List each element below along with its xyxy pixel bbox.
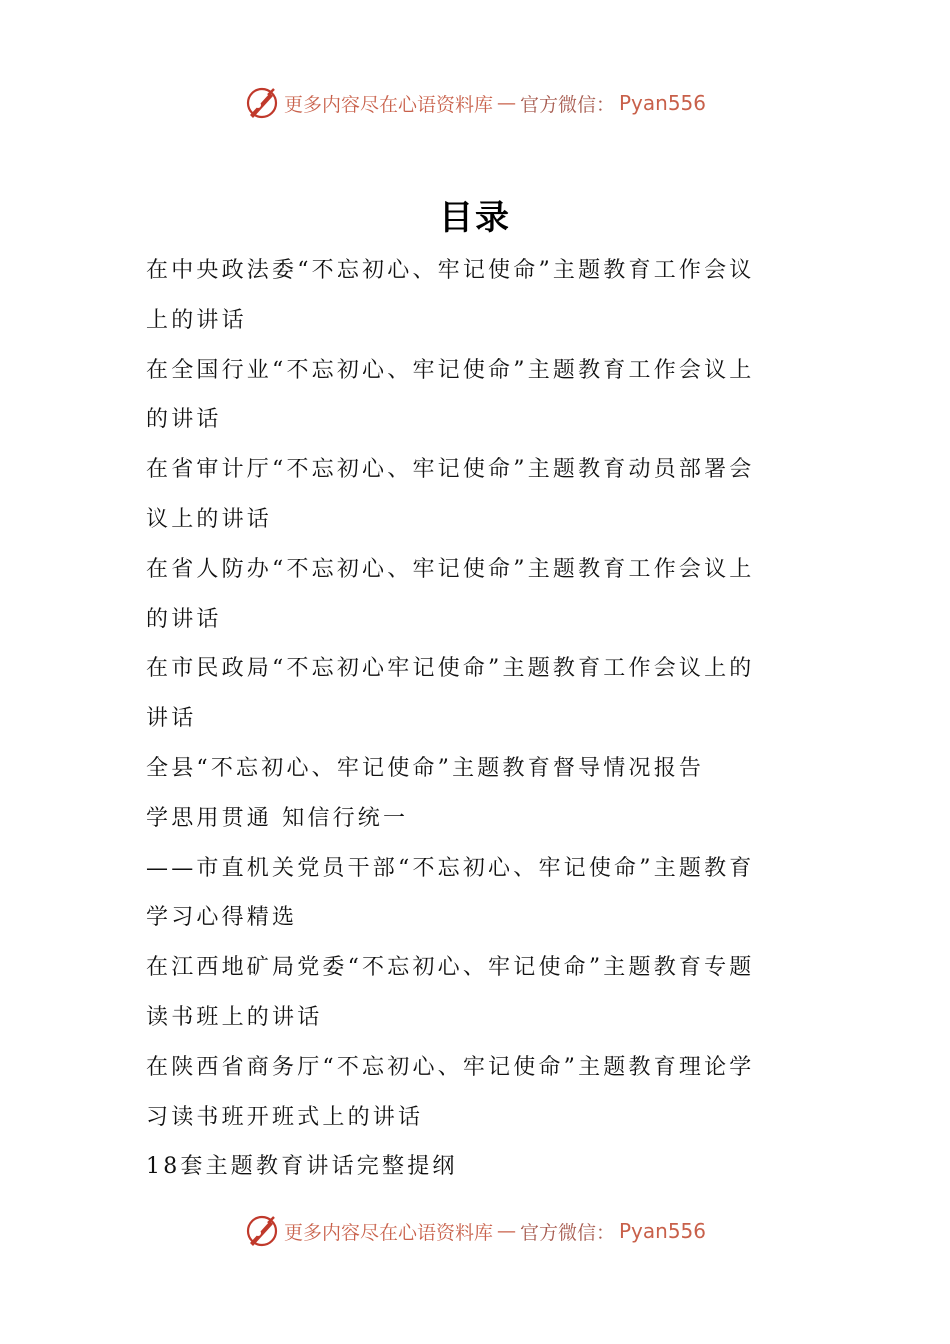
toc-line: 在中央政法委“不忘初心、牢记使命”主题教育工作会议: [146, 258, 755, 283]
pen-logo-icon: [244, 1213, 280, 1249]
toc-line: 在全国行业“不忘初心、牢记使命”主题教育工作会议上: [146, 357, 755, 383]
toc-line: 的讲话: [146, 606, 222, 632]
table-of-contents: [146, 246, 791, 1192]
toc-line: 学习心得精选: [146, 905, 298, 931]
toc-line: 议上的讲话: [146, 506, 273, 532]
footer-watermark: [0, 1211, 950, 1251]
toc-line: 习读书班开班式上的讲话: [146, 1104, 424, 1130]
watermark-wechat-label: 官方微信：: [519, 93, 615, 116]
watermark-dash: —: [496, 1220, 516, 1242]
watermark-text: 更多内容尽在心语资料库: [283, 1221, 493, 1244]
watermark-wechat-label: 官方微信：: [519, 1221, 615, 1244]
toc-line: 上的讲话: [146, 307, 247, 333]
toc-line: 全县“不忘初心、牢记使命”主题教育督导情况报告: [146, 755, 705, 781]
toc-line: 读书班上的讲话: [146, 1004, 323, 1030]
toc-line: ——市直机关党员干部“不忘初心、牢记使命”主题教育: [146, 855, 755, 881]
toc-line: 讲话: [146, 706, 197, 732]
toc-line: 在江西地矿局党委“不忘初心、牢记使命”主题教育专题: [146, 955, 755, 981]
watermark-text: 更多内容尽在心语资料库: [283, 93, 493, 116]
toc-line: 18套主题教育讲话完整提纲: [146, 1154, 458, 1180]
toc-line: 在省审计厅“不忘初心、牢记使命”主题教育动员部署会: [146, 457, 755, 483]
pen-logo-icon: [244, 85, 280, 121]
toc-line: 在陕西省商务厅“不忘初心、牢记使命”主题教育理论学: [146, 1054, 755, 1080]
toc-line: 学思用贯通 知信行统一: [146, 805, 409, 831]
toc-line: 的讲话: [146, 407, 222, 433]
toc-line: 在市民政局“不忘初心牢记使命”主题教育工作会议上的: [146, 656, 755, 682]
toc-line: 在省人防办“不忘初心、牢记使命”主题教育工作会议上: [146, 556, 755, 582]
header-watermark: [0, 83, 950, 123]
watermark-dash: —: [496, 92, 516, 114]
watermark-wechat-id: Pyan556: [619, 91, 707, 115]
watermark-wechat-id: Pyan556: [619, 1219, 707, 1243]
page-title: 目录: [439, 198, 511, 238]
